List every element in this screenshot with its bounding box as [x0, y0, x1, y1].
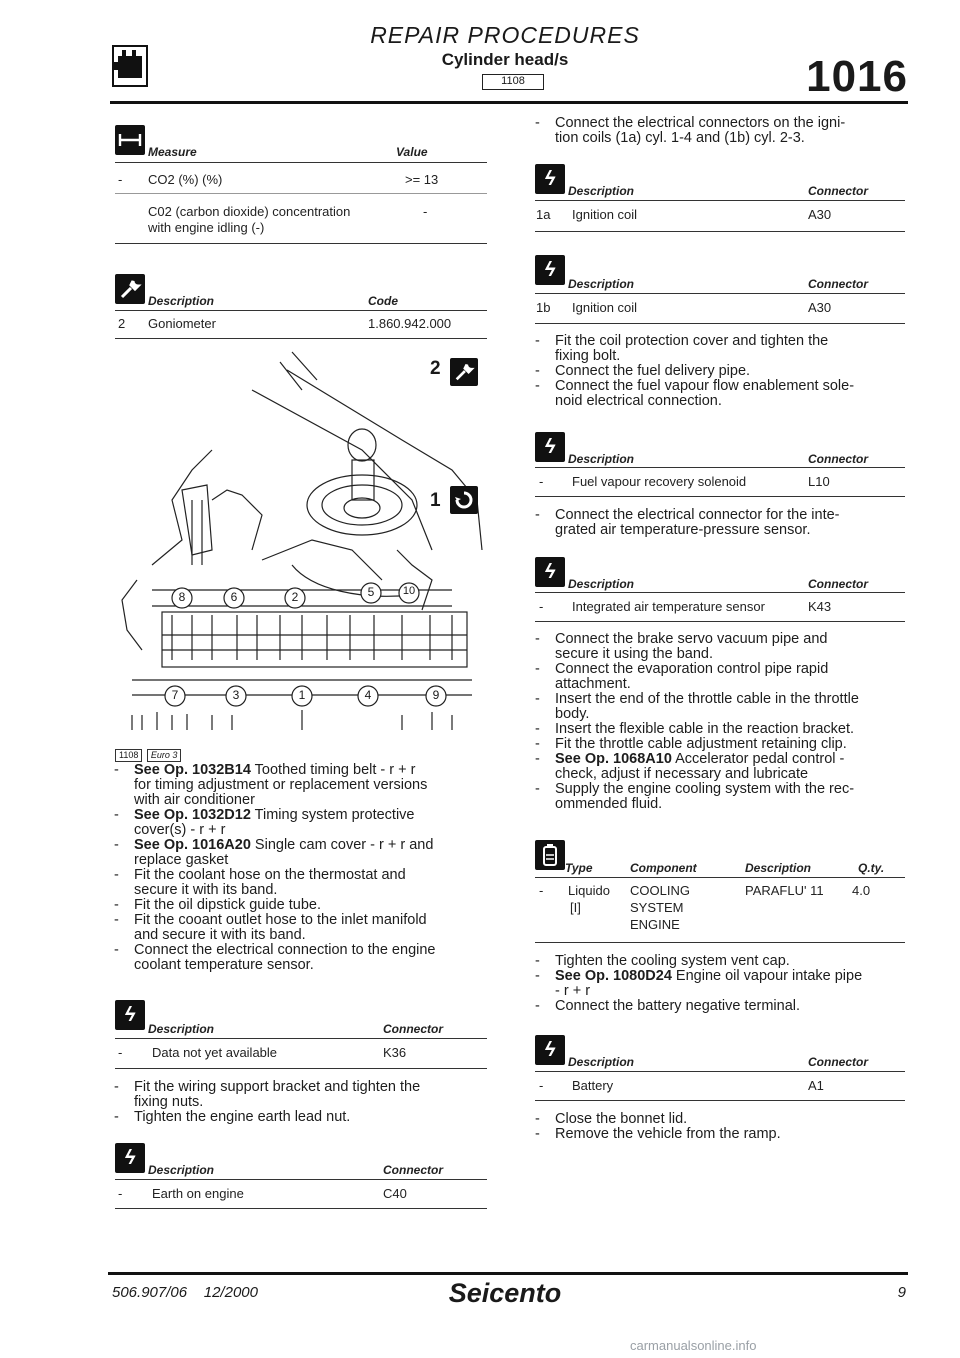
divider — [115, 1208, 487, 1209]
fluid-type: [I] — [570, 900, 581, 915]
connector-description: Integrated air temperature sensor — [572, 599, 765, 614]
step-text: Connect the fuel vapour flow enablement sole- — [555, 378, 855, 394]
divider — [115, 1038, 487, 1039]
connector-code: A30 — [808, 300, 832, 315]
connector-description: Battery — [572, 1078, 614, 1093]
step-text: for timing adjustment or replacement versions — [134, 777, 428, 793]
measure-header: Measure — [148, 145, 197, 159]
step-text: replace gasket — [134, 852, 229, 868]
document-reference: 506.907/06 12/2000 — [112, 1284, 258, 1301]
divider — [535, 621, 905, 622]
dash: - — [118, 172, 123, 187]
connector-code: L10 — [808, 474, 830, 489]
brand-name: Seicento — [448, 1278, 562, 1308]
step-text: coolant temperature sensor. — [134, 957, 314, 973]
op-ref[interactable]: See Op. 1016A20 — [134, 837, 251, 853]
op-ref[interactable]: See Op. 1080D24 — [555, 968, 672, 984]
step-text: Connect the battery negative terminal. — [555, 998, 801, 1014]
divider — [535, 200, 905, 201]
page-code: 1016 — [806, 52, 908, 101]
electrical-icon: ϟ — [535, 432, 565, 462]
right-steps-b — [533, 334, 911, 409]
connector-description: Earth on engine — [152, 1186, 244, 1201]
step-text: with air conditioner — [134, 792, 255, 808]
left-steps-2 — [112, 1080, 490, 1125]
left-steps — [112, 763, 490, 973]
divider — [115, 193, 487, 194]
fluid-quantity: 4.0 — [852, 883, 871, 898]
code-header: Code — [368, 294, 398, 308]
tool-callout: 2 — [430, 358, 441, 379]
dash: - — [118, 1045, 123, 1060]
bolt-callout: 6 — [230, 590, 238, 604]
electrical-icon: ϟ — [115, 1000, 145, 1030]
type-header: Type — [565, 861, 593, 875]
cylinder-head-figure — [112, 350, 487, 735]
divider — [535, 293, 905, 294]
op-ref[interactable]: See Op. 1032D12 — [134, 807, 251, 823]
step-text: Fit the coil protection cover and tighten the — [555, 333, 829, 349]
quantity-header: Q.ty. — [858, 861, 885, 875]
step-text: Close the bonnet lid. — [555, 1111, 688, 1127]
description-header: Description — [148, 1163, 215, 1177]
fluid-type: Liquido — [568, 883, 610, 898]
connector-description: Ignition coil — [572, 300, 638, 315]
figure-tag: Euro 3 — [147, 749, 182, 762]
step-text: Connect the electrical connector for the inte- — [555, 507, 840, 523]
step-text: Connect the electrical connection to the engine — [134, 942, 436, 958]
connector-header: Connector — [383, 1163, 443, 1177]
dash: - — [539, 1078, 544, 1093]
bolt-callout: 8 — [178, 590, 186, 604]
electrical-icon: ϟ — [535, 164, 565, 194]
dash: - — [539, 474, 544, 489]
step-text: - r + r — [555, 983, 591, 999]
bolt-callout: 7 — [171, 688, 179, 702]
divider — [115, 338, 487, 339]
header-rule — [110, 101, 908, 104]
electrical-icon: ϟ — [535, 557, 565, 587]
fluid-description: PARAFLU' 11 — [745, 883, 824, 898]
divider — [115, 243, 487, 244]
connector-header: Connector — [808, 277, 868, 291]
step-text: Fit the oil dipstick guide tube. — [134, 897, 321, 913]
connector-header: Connector — [808, 577, 868, 591]
measure-row-label: with engine idling (-) — [148, 220, 265, 235]
dash: - — [539, 599, 544, 614]
page-title: REPAIR PROCEDURES — [370, 22, 640, 48]
step-text: Fit the throttle cable adjustment retaining clip. — [555, 736, 847, 752]
bolt-callout: 3 — [232, 688, 240, 702]
section-code: 1108 — [482, 74, 544, 90]
step-text: Accelerator pedal control - — [675, 751, 845, 767]
step-text: check, adjust if necessary and lubricate — [555, 766, 809, 782]
connector-header: Connector — [383, 1022, 443, 1036]
bolt-callout: 4 — [364, 688, 372, 702]
rotate-icon — [450, 486, 478, 514]
step-text: Insert the flexible cable in the reaction bracket. — [555, 721, 855, 737]
watermark: carmanualsonline.info — [630, 1338, 757, 1353]
description-header: Description — [568, 452, 635, 466]
tool-code: 1.860.942.000 — [368, 316, 452, 331]
step-text: ommended fluid. — [555, 796, 663, 812]
description-header: Description — [568, 577, 635, 591]
right-steps-d — [533, 632, 911, 812]
step-text: Toothed timing belt - r + r — [254, 762, 416, 778]
rotate-callout: 1 — [430, 490, 441, 511]
measure-row-value: - — [423, 204, 428, 219]
footer-rule — [108, 1272, 908, 1275]
divider — [115, 162, 487, 163]
step-text: Tighten the cooling system vent cap. — [555, 953, 790, 969]
op-ref[interactable]: See Op. 1032B14 — [134, 762, 251, 778]
step-text: Connect the electrical connectors on the igni- — [555, 115, 846, 131]
description-header: Description — [568, 184, 635, 198]
divider — [535, 467, 905, 468]
component-header: Component — [630, 861, 697, 875]
fluid-component: COOLING — [630, 883, 690, 898]
step-text: Engine oil vapour intake pipe — [675, 968, 863, 984]
step-text: fixing nuts. — [134, 1094, 204, 1110]
divider — [535, 323, 905, 324]
divider — [115, 1179, 487, 1180]
connector-code: K43 — [808, 599, 832, 614]
coil-number: 1b — [536, 300, 551, 315]
description-header: Description — [148, 294, 215, 308]
step-text: Fit the coolant hose on the thermostat and — [134, 867, 406, 883]
divider — [535, 1100, 905, 1101]
divider — [115, 1068, 487, 1069]
step-text: noid electrical connection. — [555, 393, 722, 409]
fluid-icon — [535, 840, 565, 870]
divider — [535, 592, 905, 593]
step-text: cover(s) - r + r — [134, 822, 226, 838]
step-text: and secure it with its band. — [134, 927, 306, 943]
right-step-a — [533, 116, 911, 146]
measure-icon — [115, 125, 145, 155]
figure-id: 1108 — [115, 749, 142, 762]
electrical-icon: ϟ — [535, 1035, 565, 1065]
step-text: Insert the end of the throttle cable in the throttle — [555, 691, 859, 707]
step-text: tion coils (1a) cyl. 1-4 and (1b) cyl. 2-3. — [555, 130, 805, 146]
value-header: Value — [396, 145, 428, 159]
step-text: Remove the vehicle from the ramp. — [555, 1126, 781, 1142]
divider — [535, 942, 905, 943]
connector-header: Connector — [808, 452, 868, 466]
divider — [535, 877, 905, 878]
bolt-callout: 2 — [291, 590, 299, 604]
connector-code: K36 — [383, 1045, 407, 1060]
measure-row-label: C02 (carbon dioxide) concentration — [148, 204, 351, 219]
divider — [535, 496, 905, 497]
step-text: Connect the fuel delivery pipe. — [555, 363, 751, 379]
coil-number: 1a — [536, 207, 551, 222]
electrical-icon: ϟ — [115, 1143, 145, 1173]
connector-description: Ignition coil — [572, 207, 638, 222]
right-step-c — [533, 508, 911, 538]
step-text: Single cam cover - r + r and — [254, 837, 434, 853]
fluid-component: ENGINE — [630, 917, 680, 932]
description-header: Description — [568, 277, 635, 291]
bolt-callout: 5 — [367, 585, 375, 599]
step-text: secure it using the band. — [555, 646, 713, 662]
step-text: fixing bolt. — [555, 348, 621, 364]
page-subtitle: Cylinder head/s — [441, 50, 569, 69]
description-header: Description — [148, 1022, 215, 1036]
divider — [535, 1071, 905, 1072]
step-text: Tighten the engine earth lead nut. — [134, 1109, 351, 1125]
step-text: Timing system protective — [254, 807, 415, 823]
measure-row-label: CO2 (%) (%) — [148, 172, 223, 187]
op-ref[interactable]: See Op. 1068A10 — [555, 751, 672, 767]
description-header: Description — [568, 1055, 635, 1069]
electrical-icon: ϟ — [535, 255, 565, 285]
right-steps-f — [533, 1112, 911, 1142]
connector-code: A30 — [808, 207, 832, 222]
measure-row-value: >= 13 — [405, 172, 439, 187]
wrench-icon — [115, 274, 145, 304]
right-steps-e — [533, 954, 911, 1014]
divider — [535, 231, 905, 232]
step-text: attachment. — [555, 676, 631, 692]
wrench-icon — [450, 358, 478, 386]
step-text: Fit the wiring support bracket and tighten the — [134, 1079, 421, 1095]
tool-number: 2 — [118, 316, 126, 331]
step-text: Supply the engine cooling system with the rec- — [555, 781, 855, 797]
page-number: 9 — [897, 1284, 906, 1301]
connector-header: Connector — [808, 184, 868, 198]
step-text: body. — [555, 706, 590, 722]
connector-header: Connector — [808, 1055, 868, 1069]
bolt-callout: 1 — [298, 688, 306, 702]
step-text: Connect the evaporation control pipe rapid — [555, 661, 829, 677]
step-text: Connect the brake servo vacuum pipe and — [555, 631, 828, 647]
step-text: Fit the cooant outlet hose to the inlet manifold — [134, 912, 427, 928]
description-header: Description — [745, 861, 812, 875]
connector-description: Data not yet available — [152, 1045, 278, 1060]
connector-code: A1 — [808, 1078, 824, 1093]
tool-description: Goniometer — [148, 316, 216, 331]
bolt-callout: 10 — [402, 585, 416, 597]
step-text: grated air temperature-pressure sensor. — [555, 522, 811, 538]
dash: - — [118, 1186, 123, 1201]
connector-code: C40 — [383, 1186, 407, 1201]
divider — [115, 310, 487, 311]
fluid-component: SYSTEM — [630, 900, 684, 915]
connector-description: Fuel vapour recovery solenoid — [572, 474, 747, 489]
bolt-callout: 9 — [432, 688, 440, 702]
dash: - — [539, 883, 544, 898]
figure-tags — [115, 745, 181, 763]
step-text: secure it with its band. — [134, 882, 278, 898]
